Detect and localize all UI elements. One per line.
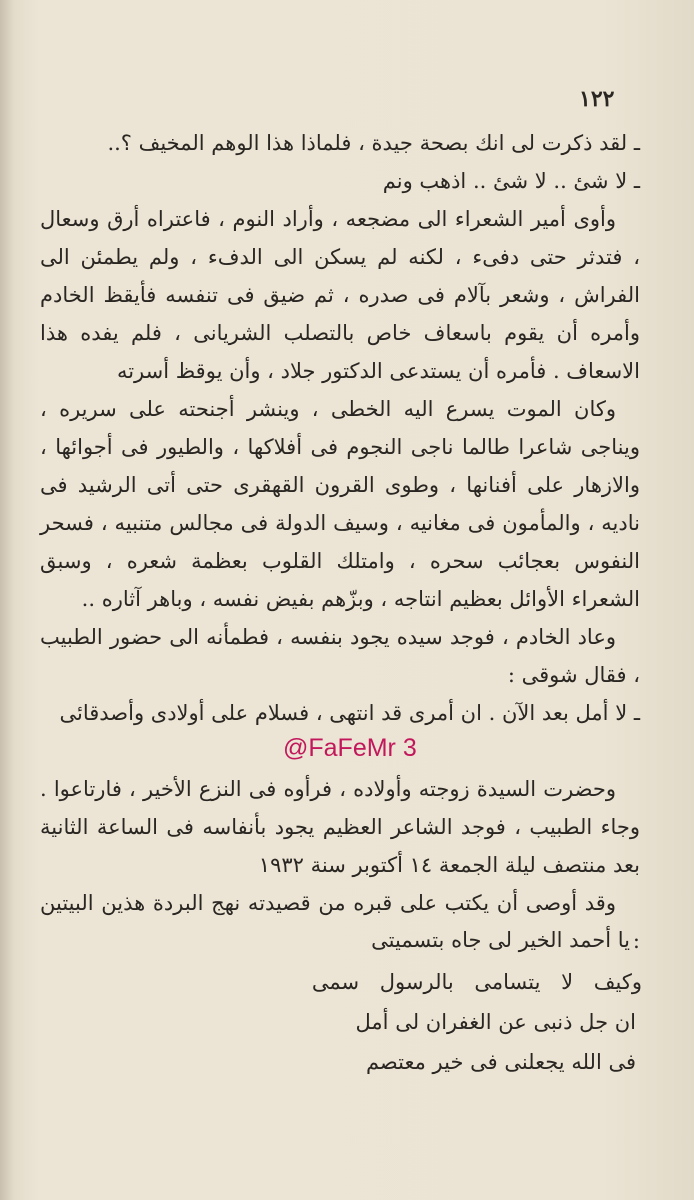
dialogue-line-2: ـ لا شئ .. لا شئ .. اذهب ونم <box>382 169 640 193</box>
paragraph-family: وحضرت السيدة زوجته وأولاده ، فرأوه فى النزع الأخير ، فارتاعوا . وجاء الطبيب ، فوجد الشاعر العظيم يجود بأنفاسه فى الساعة الثانية بعد منتصف ليلة الجمعة ١٤ أكتوبر سنة ١٩٣٢ <box>40 777 640 877</box>
watermark: @FaFeMr 3 <box>283 734 417 762</box>
verse-line-4: فى الله يجعلنى فى خير معتصم <box>365 1050 636 1074</box>
verse-line-1: يا أحمد الخير لى جاه بتسميتى <box>371 928 630 952</box>
paragraph-will: وقد أوصى أن يكتب على قبره من قصيدته نهج البردة هذين البيتين : <box>40 891 640 953</box>
page-number: ١٢٢ <box>579 86 615 112</box>
paragraph-death: وكان الموت يسرع اليه الخطى ، وينشر أجنحته على سريره ، ويناجى شاعرا طالما ناجى النجوم فى أفلاكها ، والطيور فى أجوائها ، والازهار على أفنانها ، وطوى القرون القهقرى حتى أتى الرشيد فى ناديه ، والمأمون فى مغانيه ، وسيف الدولة فى مجالس متنبيه ، فسحر النفوس بعجائب سحره ، وامتلك القلوب بعظمة شعره ، وسبق الشعراء الأوائل بعظيم انتاجه ، وبزّهم بفيض نفسه ، وباهر آثاره .. <box>40 397 640 611</box>
dialogue-line-1: ـ لقد ذكرت لى انك بصحة جيدة ، فلماذا هذا الوهم المخيف ؟.. <box>107 131 640 155</box>
verse-line-3: ان جل ذنبى عن الغفران لى أمل <box>355 1010 636 1034</box>
paragraph-night: وأوى أمير الشعراء الى مضجعه ، وأراد النوم ، فاعتراه أرق وسعال ، فتدثر حتى دفىء ، لكنه لم يسكن الى الدفء ، ولم يطمئن الى الفراش ، وشعر بآلام فى صدره ، ثم ضيق فى تنفسه فأيقظ الخادم وأمره أن يقوم باسعاف خاص بالتصلب الشريانى ، فلم يفده هذا الاسعاف . فأمره أن يستدعى الدكتور جلاد ، وأن يوقظ أسرته <box>40 207 640 383</box>
dialogue-line-3: ـ لا أمل بعد الآن . ان أمرى قد انتهى ، فسلام على أولادى وأصدقائى <box>59 701 640 725</box>
paragraph-servant: وعاد الخادم ، فوجد سيده يجود بنفسه ، فطمأنه الى حضور الطبيب ، فقال شوقى : <box>40 625 640 687</box>
verse-line-2: وكيف لا يتسامى بالرسول سمى <box>311 970 642 994</box>
body-text <box>40 124 640 960</box>
